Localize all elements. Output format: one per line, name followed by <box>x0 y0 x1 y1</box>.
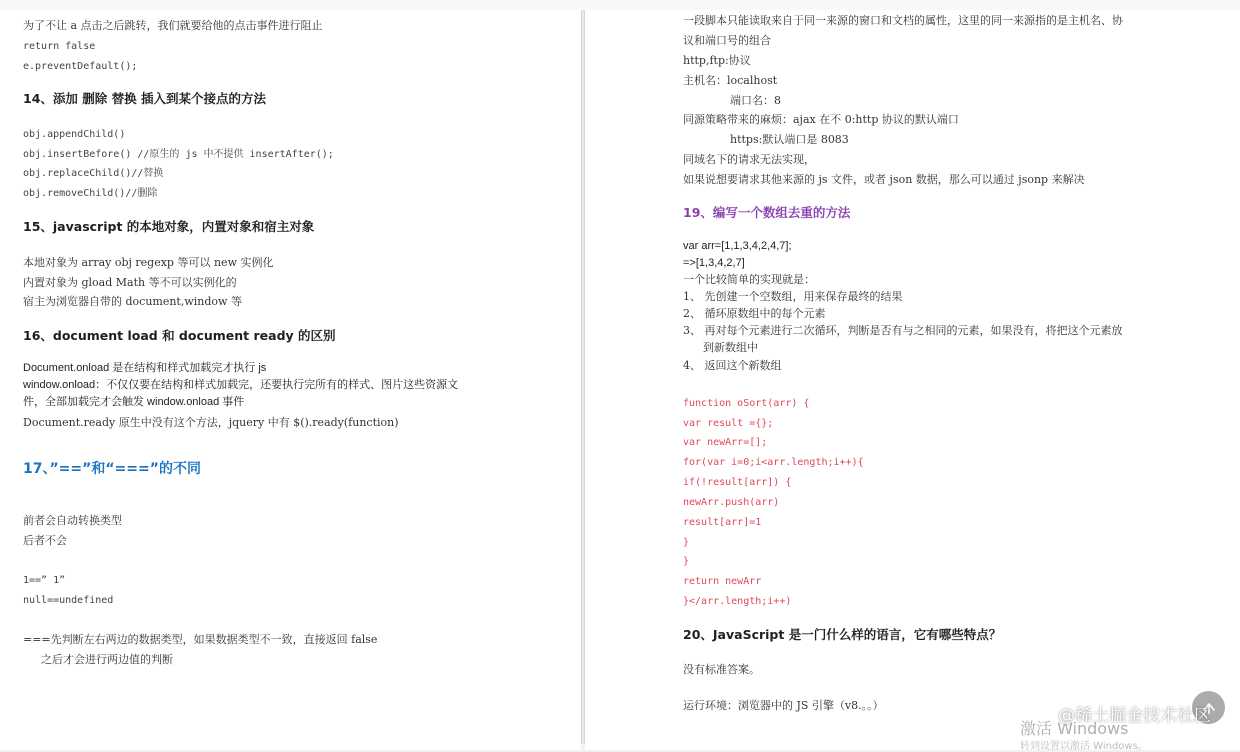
code-line: return false <box>23 41 96 52</box>
text-line: 主机名：localhost <box>683 74 778 87</box>
list-item: 到新数组中 <box>703 341 758 354</box>
text-line: 一个比较简单的实现就是： <box>683 273 815 286</box>
windows-activation-subtext: 转到设置以激活 Windows。 <box>1020 741 1148 752</box>
heading-14: 14、添加 删除 替换 插入到某个接点的方法 <box>23 91 266 106</box>
text-line: =>[1,3,4,2,7] <box>683 257 745 269</box>
code-line: } <box>683 556 690 567</box>
text-line: 后者不会 <box>23 534 67 547</box>
code-line: return newArr <box>683 576 762 587</box>
heading-17: 17、”==”和“===”的不同 <box>23 461 201 477</box>
page-left <box>0 10 581 750</box>
list-item: 2、 循环原数组中的每个元素 <box>683 307 826 320</box>
text-line: 前者会自动转换类型 <box>23 514 122 527</box>
text-line: 为了不让 a 点击之后跳转，我们就要给他的点击事件进行阻止 <box>23 19 323 32</box>
code-line: result[arr]=1 <box>683 517 762 528</box>
text-line: 之后才会进行两边值的判断 <box>41 653 173 666</box>
text-line: 本地对象为 array obj regexp 等可以 new 实例化 <box>23 256 274 269</box>
code-line: } <box>683 537 690 548</box>
text-line: https:默认端口是 8083 <box>730 133 849 146</box>
text-line: 没有标准答案。 <box>683 663 760 676</box>
text-line: Document.ready 原生中没有这个方法，jquery 中有 $().ready(function) <box>23 416 399 429</box>
list-item: 1、 先创建一个空数组，用来保存最终的结果 <box>683 290 903 303</box>
text-line: var arr=[1,1,3,4,2,4,7]; <box>683 240 792 252</box>
text-line: 一段脚本只能读取来自于同一来源的窗口和文档的属性，这里的同一来源指的是主机名、协 <box>683 14 1123 27</box>
list-item: 3、 再对每个元素进行二次循环，判断是否有与之相同的元素，如果没有，将把这个元素放 <box>683 324 1123 337</box>
code-line: var newArr=[]; <box>683 437 768 448</box>
code-line: 1==” 1” <box>23 575 66 586</box>
heading-20: 20、JavaScript 是一门什么样的语言，它有哪些特点？ <box>683 627 1002 642</box>
watermark-text: @稀土掘金技术社区 <box>1058 706 1211 726</box>
windows-activation-notice: 激活 Windows <box>1020 719 1129 738</box>
text-line: 端口名：8 <box>730 94 781 107</box>
text-line: 件，全部加载完才会触发 window.onload 事件 <box>23 396 245 408</box>
code-line: null==undefined <box>23 595 114 606</box>
text-line: 议和端口号的组合 <box>683 34 771 47</box>
text-line: Document.onload 是在结构和样式加载完才执行 js <box>23 362 267 374</box>
code-line: function oSort(arr) { <box>683 398 810 409</box>
code-line: obj.removeChild()//删除 <box>23 188 158 199</box>
heading-16: 16、document load 和 document ready 的区别 <box>23 328 336 343</box>
text-line: 内置对象为 gload Math 等不可以实例化的 <box>23 276 237 289</box>
code-line: if(!result[arr]) { <box>683 477 792 488</box>
text-line: 如果说想要请求其他来源的 js 文件，或者 json 数据，那么可以通过 jsonp 来解决 <box>683 173 1085 186</box>
code-line: for(var i=0;i<arr.length;i++){ <box>683 457 864 468</box>
page-right <box>585 10 1240 750</box>
text-line: 同源策略带来的麻烦：ajax 在不 0:http 协议的默认端口 <box>683 113 959 126</box>
list-item: 4、 返回这个新数组 <box>683 359 782 372</box>
code-line: obj.appendChild() <box>23 129 126 140</box>
heading-15: 15、javascript 的本地对象，内置对象和宿主对象 <box>23 219 315 234</box>
code-line: var result ={}; <box>683 418 774 429</box>
heading-19: 19、编写一个数组去重的方法 <box>683 205 851 220</box>
text-line: 同域名下的请求无法实现， <box>683 153 815 166</box>
text-line: ===先判断左右两边的数据类型，如果数据类型不一致，直接返回 false <box>23 633 378 646</box>
code-line: obj.insertBefore() //原生的 js 中不提供 insertAfter(); <box>23 149 334 160</box>
text-line: 运行环境：浏览器中的 JS 引擎（v8.。。） <box>683 699 884 712</box>
text-line: http,ftp:协议 <box>683 54 751 67</box>
code-line: obj.replaceChild()//替换 <box>23 168 164 179</box>
code-line: }</arr.length;i++) <box>683 596 792 607</box>
text-line: 宿主为浏览器自带的 document,window 等 <box>23 295 242 308</box>
code-line: e.preventDefault(); <box>23 61 138 72</box>
code-line: newArr.push(arr) <box>683 497 780 508</box>
text-line: window.onload：不仅仅要在结构和样式加载完，还要执行完所有的样式、图片这些资源文 <box>23 379 459 391</box>
